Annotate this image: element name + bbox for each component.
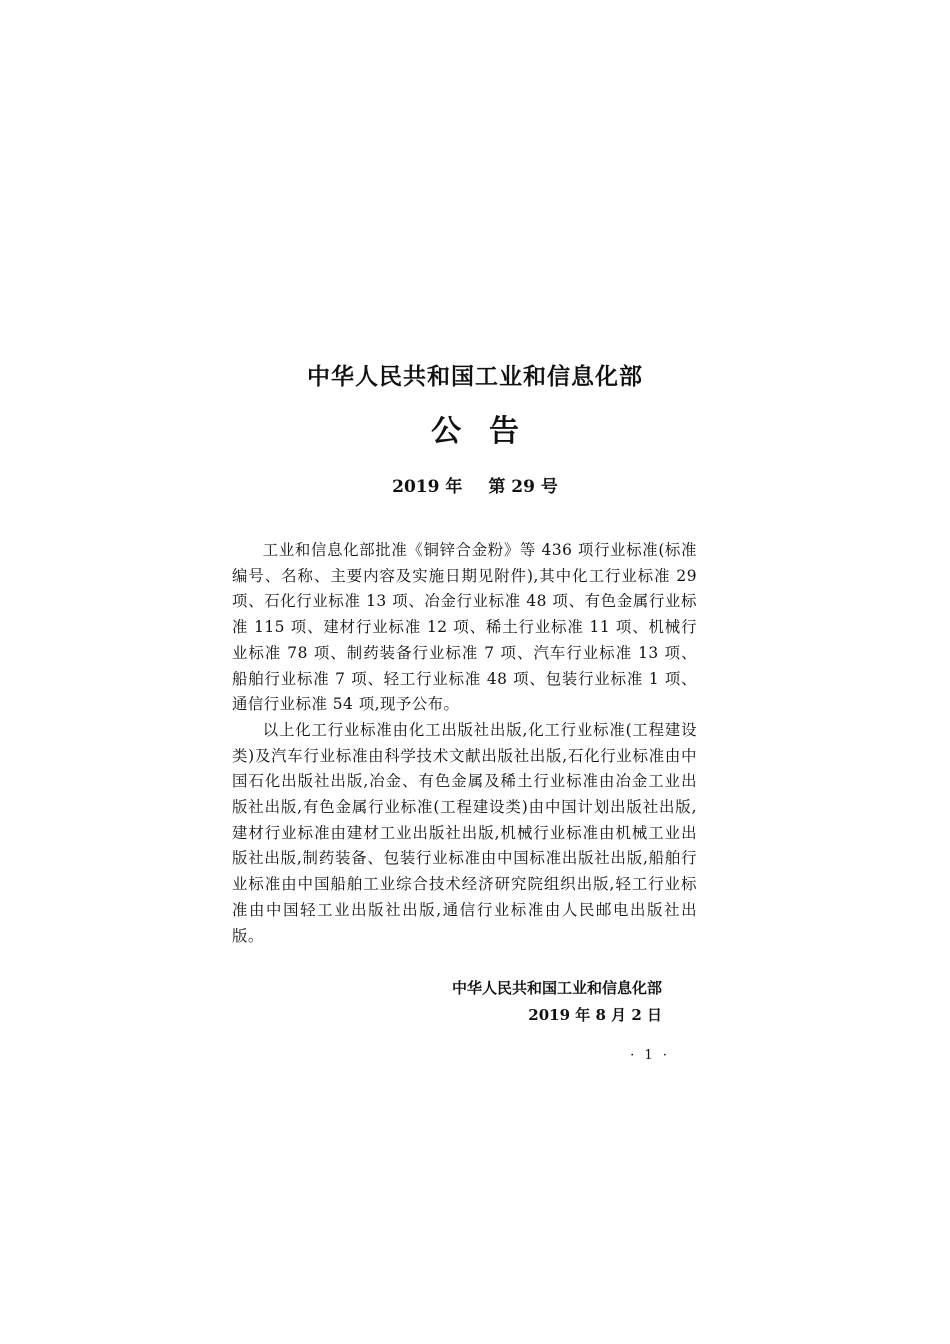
body-paragraph-2: 以上化工行业标准由化工出版社出版,化工行业标准(工程建设类)及汽车行业标准由科学技术文献出版社出版,石化行业标准由中国石化出版社出版,冶金、有色金属及稀土行业标准由冶金工业出版社出版,有色金属行业标准(工程建设类)由中国计划出版社出版,建材行业标准由建材工业出版社出版,机械行业标准由机械工业出版社出版,制药装备、包装行业标准由中国标准出版社出版,船舶行业标准由中国船舶工业综合技术经济研究院组织出版,轻工行业标准由中国轻工业出版社出版,通信行业标准由人民邮电出版社出版。: [232, 720, 697, 945]
ministry-heading: 中华人民共和国工业和信息化部: [307, 364, 643, 390]
announcement-title: 公告: [431, 414, 547, 449]
signature-block: [360, 975, 662, 1029]
document-issue-number: 第 29 号: [488, 477, 558, 497]
document-year: 2019 年: [392, 477, 463, 497]
document-number: [0, 472, 950, 497]
signature-issuer: 中华人民共和国工业和信息化部: [451, 979, 662, 997]
announcement-body: [232, 538, 697, 949]
signature-date: 2019 年 8 月 2 日: [528, 1006, 662, 1024]
page-number: · 1 ·: [630, 1048, 670, 1063]
body-paragraph-1: 工业和信息化部批准《铜锌合金粉》等 436 项行业标准(标准编号、名称、主要内容及实施日期见附件),其中化工行业标准 29 项、石化行业标准 13 项、冶金行业标准 48 项、有色金属行业标准 115 项、建材行业标准 12 项、稀土行业标准 11 项、机械行业标准 78 项、制药装备行业标准 7 项、汽车行业标准 13 项、船舶行业标准 7 项、轻工行业标准 48 项、包装行业标准 1 项、通信行业标准 54 项,现予公布。: [232, 541, 697, 714]
